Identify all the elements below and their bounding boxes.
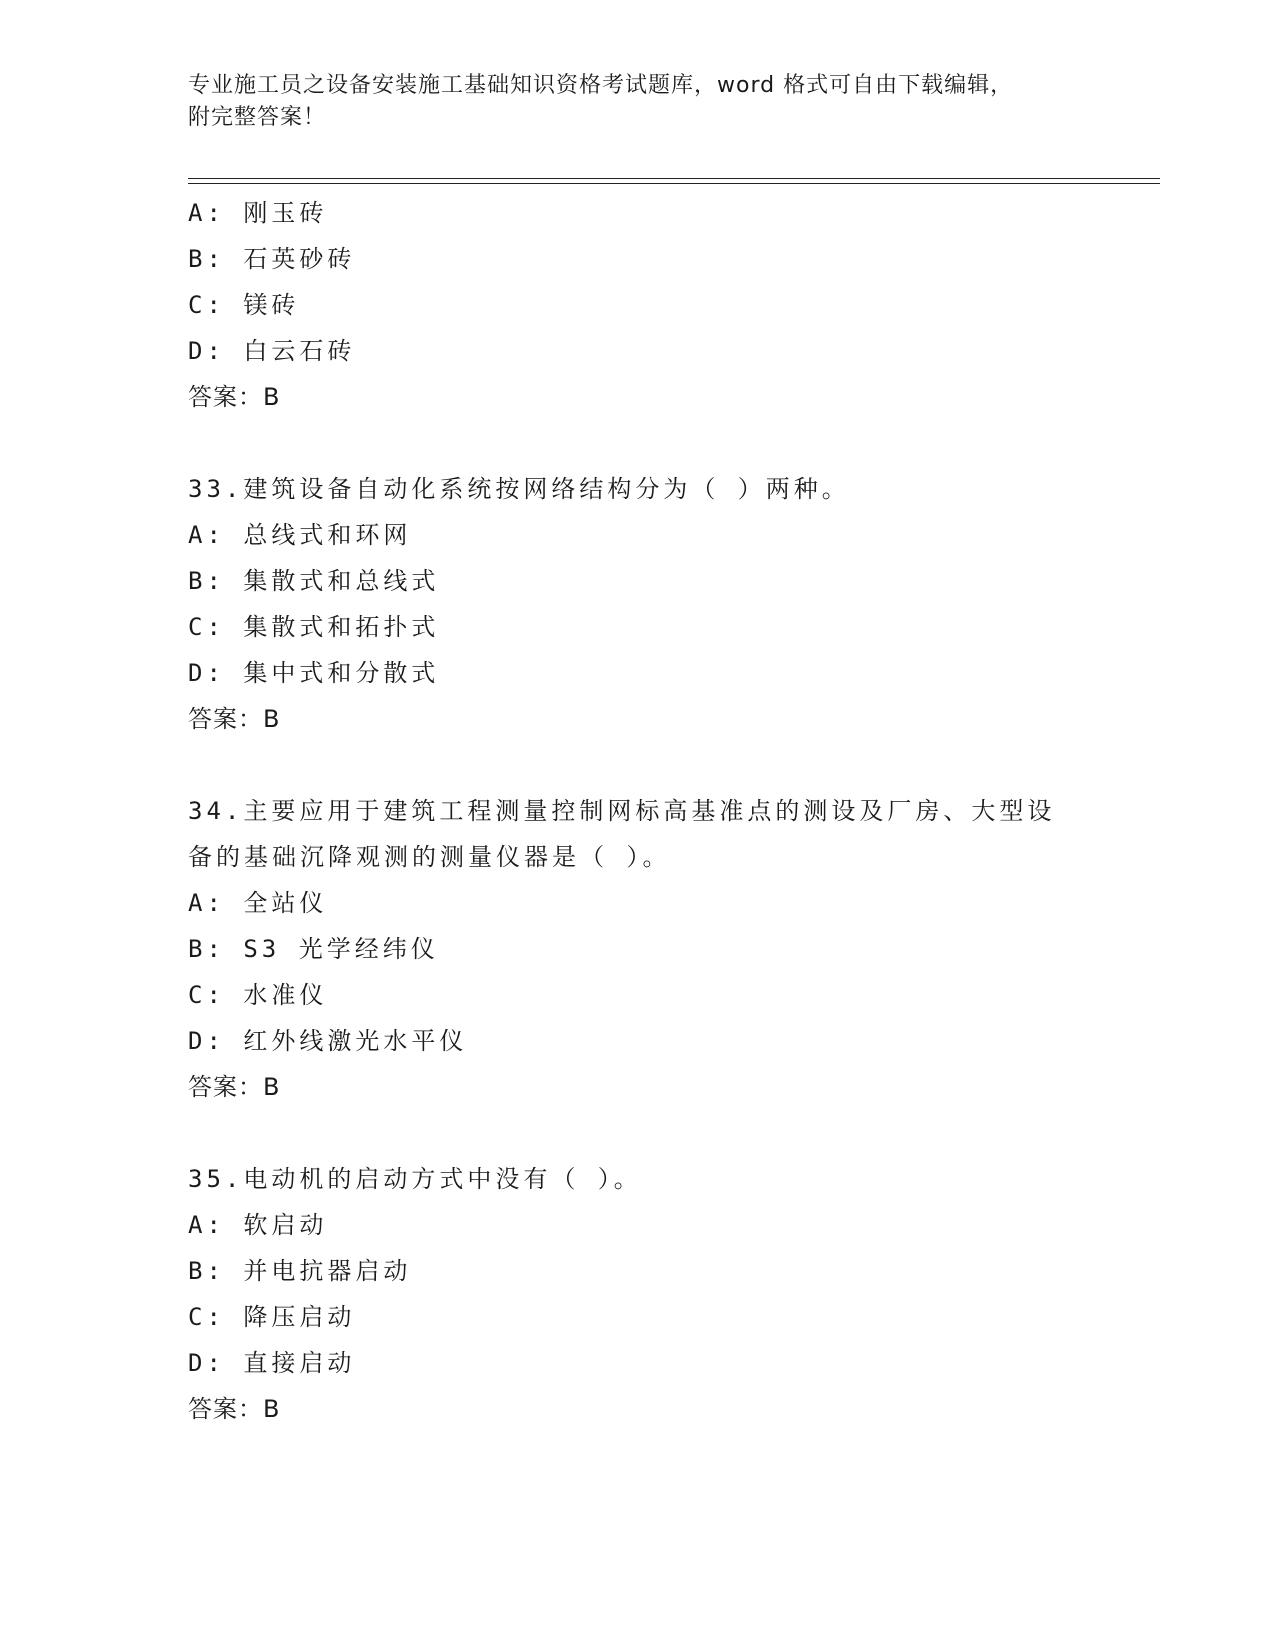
question-stem-line-2: 备的基础沉降观测的测量仪器是（ ）。	[188, 843, 671, 871]
question-stem: 35.电动机的启动方式中没有（ ）。	[188, 1165, 642, 1193]
option-b: B: 并电抗器启动	[188, 1257, 412, 1285]
option-b: B: 集散式和总线式	[188, 567, 440, 595]
option-b: B: S3 光学经纬仪	[188, 935, 439, 963]
header-line-2: 附完整答案！	[188, 105, 327, 130]
option-d: D: 白云石砖	[188, 337, 356, 365]
answer: 答案：B	[188, 705, 281, 733]
option-a: A: 刚玉砖	[188, 199, 328, 227]
option-d: D: 集中式和分散式	[188, 659, 440, 687]
answer: 答案：B	[188, 1073, 281, 1101]
spacer	[188, 420, 1188, 466]
header-divider-top	[188, 178, 1160, 179]
answer: 答案：B	[188, 1395, 281, 1423]
header-divider-bottom	[188, 183, 1160, 184]
question-32	[188, 190, 1188, 420]
option-c: C: 集散式和拓扑式	[188, 613, 440, 641]
option-a: A: 总线式和环网	[188, 521, 412, 549]
question-list	[188, 190, 1188, 1432]
option-a: A: 全站仪	[188, 889, 328, 917]
header-line-1: 专业施工员之设备安装施工基础知识资格考试题库，word 格式可自由下载编辑，	[188, 73, 1014, 98]
question-stem-line-1: 34.主要应用于建筑工程测量控制网标高基准点的测设及厂房、大型设	[188, 797, 1056, 825]
option-a: A: 软启动	[188, 1211, 328, 1239]
spacer	[188, 742, 1188, 788]
option-d: D: 红外线激光水平仪	[188, 1027, 468, 1055]
option-c: C: 水准仪	[188, 981, 328, 1009]
question-33	[188, 466, 1188, 742]
option-d: D: 直接启动	[188, 1349, 356, 1377]
option-c: C: 降压启动	[188, 1303, 356, 1331]
option-c: C: 镁砖	[188, 291, 300, 319]
answer: 答案：B	[188, 383, 281, 411]
option-b: B: 石英砂砖	[188, 245, 356, 273]
document-header	[188, 70, 1088, 134]
spacer	[188, 1110, 1188, 1156]
question-35	[188, 1156, 1188, 1432]
question-34	[188, 788, 1188, 1110]
question-stem: 33.建筑设备自动化系统按网络结构分为（ ）两种。	[188, 475, 850, 503]
